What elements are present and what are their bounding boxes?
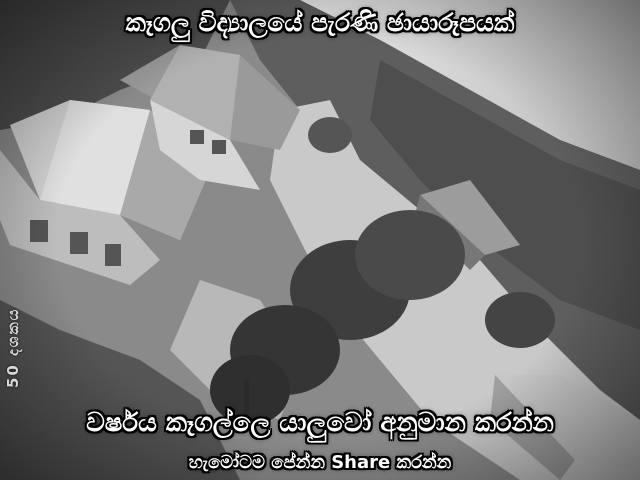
bottom-caption-guess-year: වර්ෂය කෑගල්ලෙ යාලුවෝ අනුමාන කරන්න xyxy=(86,408,554,438)
decade-label: 50 දශකය xyxy=(4,307,22,388)
top-caption: කෑගලු විද්‍යාලයේ පැරණි ඡායාරූපයක් xyxy=(125,8,515,37)
bottom-caption-share: හැමෝටම පේන්න Share කරන්න xyxy=(188,452,452,473)
